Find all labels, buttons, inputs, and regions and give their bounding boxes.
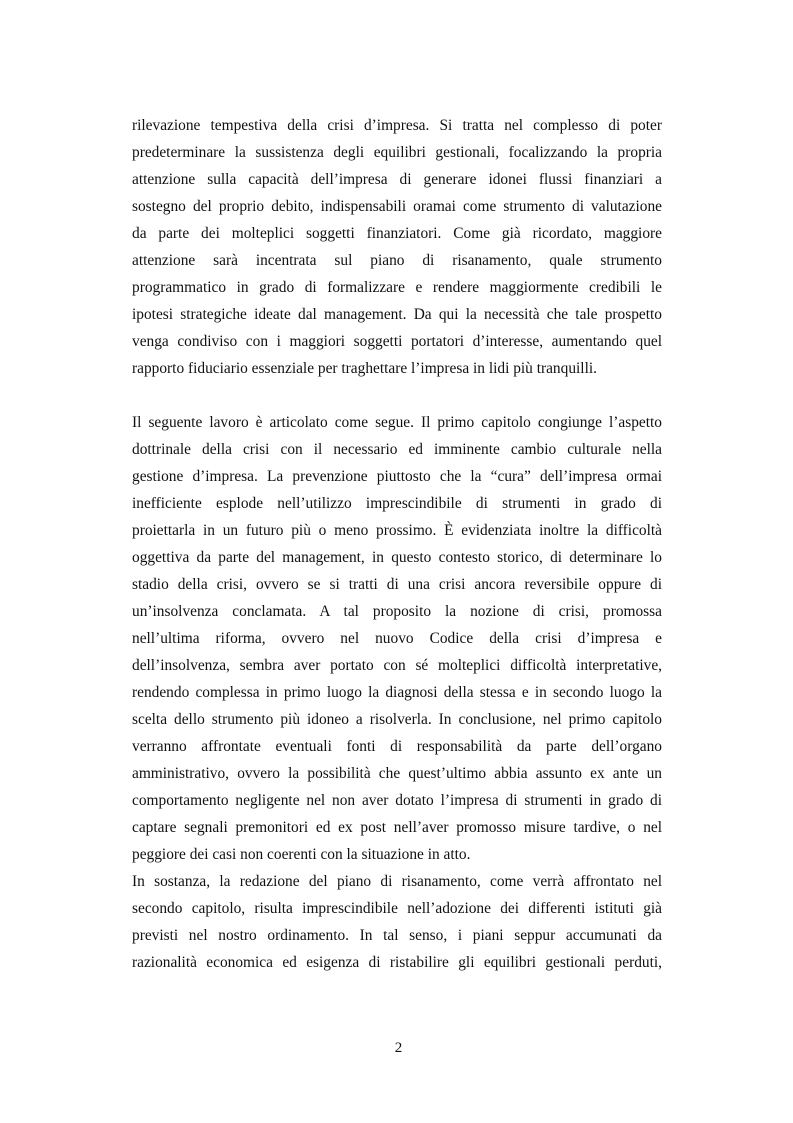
- text-line: rapporto fiduciario essenziale per traghettare l’impresa in lidi più tranquilli.: [132, 360, 597, 377]
- text-line: da parte dei molteplici soggetti finanziatori. Come già ricordato, maggiore: [132, 225, 662, 242]
- text-line: attenzione sulla capacità dell’impresa di generare idonei flussi finanziari a: [132, 171, 662, 188]
- text-line: stadio della crisi, ovvero se si tratti di una crisi ancora reversibile oppure di: [132, 576, 662, 593]
- text-line: attenzione sarà incentrata sul piano di risanamento, quale strumento: [132, 252, 662, 269]
- text-line: razionalità economica ed esigenza di ristabilire gli equilibri gestionali perduti,: [132, 954, 662, 971]
- text-line: sostegno del proprio debito, indispensabili oramai come strumento di valutazione: [132, 198, 662, 215]
- text-line: venga condiviso con i maggiori soggetti portatori d’interesse, aumentando quel: [132, 333, 662, 350]
- text-line: scelta dello strumento più idoneo a risolverla. In conclusione, nel primo capitolo: [132, 711, 662, 728]
- text-line: Il seguente lavoro è articolato come segue. Il primo capitolo congiunge l’aspetto: [132, 414, 662, 431]
- body-text: [132, 112, 662, 976]
- text-line: captare segnali premonitori ed ex post nell’aver promosso misure tardive, o nel: [132, 819, 662, 836]
- text-line: verranno affrontate eventuali fonti di responsabilità da parte dell’organo: [132, 738, 662, 755]
- text-line: gestione d’impresa. La prevenzione piuttosto che la “cura” dell’impresa ormai: [132, 468, 662, 485]
- text-line: amministrativo, ovvero la possibilità che quest’ultimo abbia assunto ex ante un: [132, 765, 662, 782]
- paragraph-spacer: [132, 382, 662, 409]
- text-line: ipotesi strategiche ideate dal management. Da qui la necessità che tale prospetto: [132, 306, 662, 323]
- text-line: dottrinale della crisi con il necessario ed imminente cambio culturale nella: [132, 441, 662, 458]
- text-line: secondo capitolo, risulta imprescindibile nell’adozione dei differenti istituti già: [132, 900, 662, 917]
- paragraph-1: [132, 112, 662, 382]
- paragraph-2: [132, 409, 662, 868]
- page-number: 2: [394, 1040, 403, 1056]
- text-line: programmatico in grado di formalizzare e rendere maggiormente credibili le: [132, 279, 662, 296]
- text-line: un’insolvenza conclamata. A tal proposito la nozione di crisi, promossa: [132, 603, 662, 620]
- text-line: In sostanza, la redazione del piano di risanamento, come verrà affrontato nel: [132, 873, 662, 890]
- text-line: proiettarla in un futuro più o meno prossimo. È evidenziata inoltre la difficoltà: [132, 522, 662, 539]
- text-line: rendendo complessa in primo luogo la diagnosi della stessa e in secondo luogo la: [132, 684, 662, 701]
- text-line: nell’ultima riforma, ovvero nel nuovo Codice della crisi d’impresa e: [132, 630, 662, 647]
- text-line: previsti nel nostro ordinamento. In tal senso, i piani seppur accumunati da: [132, 927, 662, 944]
- paragraph-3: [132, 868, 662, 976]
- text-line: inefficiente esplode nell’utilizzo imprescindibile di strumenti in grado di: [132, 495, 662, 512]
- text-line: rilevazione tempestiva della crisi d’impresa. Si tratta nel complesso di poter: [132, 117, 662, 134]
- text-line: oggettiva da parte del management, in questo contesto storico, di determinare lo: [132, 549, 662, 566]
- text-line: peggiore dei casi non coerenti con la situazione in atto.: [132, 846, 471, 863]
- text-line: dell’insolvenza, sembra aver portato con sé molteplici difficoltà interpretative,: [132, 657, 662, 674]
- text-line: comportamento negligente nel non aver dotato l’impresa di strumenti in grado di: [132, 792, 662, 809]
- text-line: predeterminare la sussistenza degli equilibri gestionali, focalizzando la propria: [132, 144, 662, 161]
